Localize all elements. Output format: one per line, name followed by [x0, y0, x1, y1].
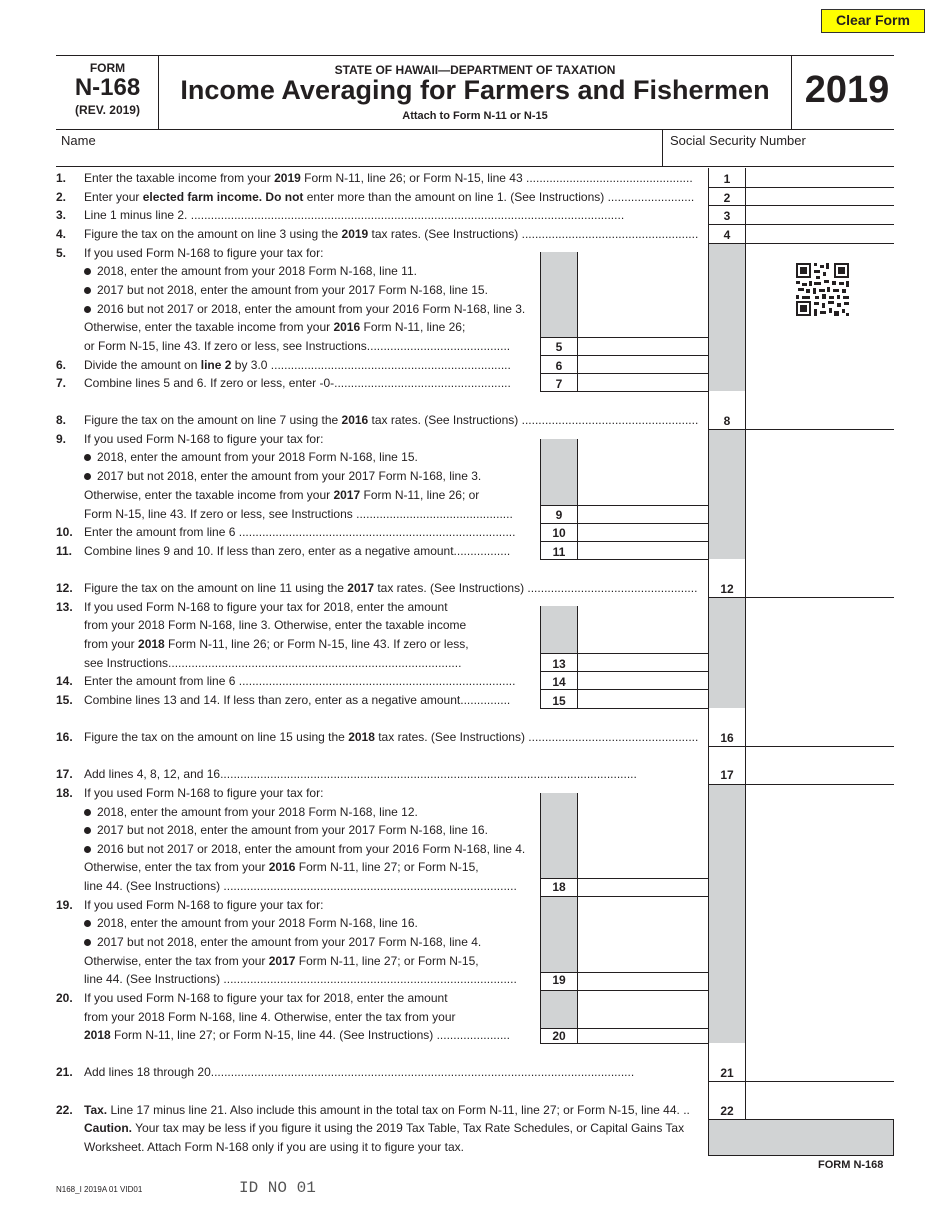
line-number: 13.	[56, 600, 73, 614]
name-row-rule	[56, 166, 894, 167]
caution-box-right	[893, 1119, 894, 1155]
rule-before-13	[540, 653, 708, 654]
line-text: from your 2018 Form N-11, line 26; or Form N-15, line 43. If zero or less,	[84, 637, 469, 651]
line-1-amount-input[interactable]	[748, 171, 890, 187]
line-number: 8.	[56, 413, 67, 427]
bullet-icon	[84, 827, 91, 834]
shade-col-18	[540, 793, 577, 878]
line-text: 2017 but not 2018, enter the amount from your 2017 Form N-168, line 3.	[84, 469, 534, 483]
mid-left-rule-18-20	[540, 793, 541, 1043]
line-box-number: 4	[723, 228, 731, 242]
line-text: 2018 Form N-11, line 27; or Form N-15, line 44. (See Instructions) ......................	[84, 1028, 510, 1042]
line-text: Form N-15, line 43. If zero or less, see Instructions ...............................................	[84, 507, 513, 521]
line-8-amount-input[interactable]	[748, 413, 890, 429]
header-top-rule	[56, 55, 894, 56]
line-box-number: 8	[723, 414, 731, 428]
footer-code: N168_I 2019A 01 VID01	[56, 1185, 143, 1194]
line-text: Otherwise, enter the tax from your 2016 Form N-11, line 27; or Form N-15,	[84, 860, 479, 874]
name-label: Name	[61, 133, 96, 148]
line-text: Enter the amount from line 6 ...................................................................................	[84, 674, 516, 688]
line-text: Line 1 minus line 2. ..................................................................................................................................	[84, 208, 625, 222]
footer-form-label: FORM N-168	[818, 1159, 884, 1171]
line-text: 2017 but not 2018, enter the amount from your 2017 Form N-168, line 15.	[84, 283, 534, 297]
line-text: or Form N-15, line 43. If zero or less, see Instructions...........................................	[84, 339, 511, 353]
line-box-number: 3	[723, 209, 731, 223]
shade-col-20	[540, 990, 577, 1028]
line-number: 15.	[56, 693, 73, 707]
shade-col-5	[540, 252, 577, 337]
header-bottom-rule	[56, 129, 894, 130]
line-text: Otherwise, enter the taxable income from your 2017 Form N-11, line 26; or	[84, 488, 480, 502]
line-text: If you used Form N-168 to figure your tax for:	[84, 786, 324, 800]
line-box-number: 5	[555, 340, 563, 354]
line-text: 2018, enter the amount from your 2018 Form N-168, line 12.	[84, 805, 534, 819]
rule-after-22	[708, 1119, 894, 1120]
line-text: Figure the tax on the amount on line 7 using the 2016 tax rates. (See Instructions) .....................................................	[84, 413, 698, 427]
rule-after-5	[540, 355, 708, 356]
line-7-amount-input[interactable]	[580, 376, 705, 392]
line-14-amount-input[interactable]	[580, 674, 705, 690]
line-text: 2017 but not 2018, enter the amount from your 2017 Form N-168, line 4.	[84, 935, 534, 949]
line-16-amount-input[interactable]	[748, 730, 890, 746]
ssn-divider	[662, 129, 663, 166]
tax-year: 2019	[804, 69, 890, 111]
form-word: FORM	[89, 61, 126, 75]
line-number: 2.	[56, 190, 67, 204]
line-box-number: 15	[552, 694, 566, 708]
line-text: from your 2018 Form N-168, line 4. Otherwise, enter the tax from your	[84, 1010, 456, 1024]
line-box-number: 16	[720, 731, 734, 745]
line-text: 2016 but not 2017 or 2018, enter the amount from your 2016 Form N-168, line 4.	[84, 842, 534, 856]
line-text: Add lines 18 through 20...............................................................................................................................	[84, 1065, 635, 1079]
ssn-label: Social Security Number	[670, 133, 806, 148]
line-text: Figure the tax on the amount on line 11 using the 2017 tax rates. (See Instructions) ...................................................	[84, 581, 698, 595]
line-19-amount-input[interactable]	[580, 972, 705, 988]
line-box-number: 1	[723, 172, 731, 186]
ssn-input[interactable]	[670, 150, 890, 165]
line-text: Enter the amount from line 6 ...................................................................................	[84, 525, 516, 539]
line-box-number: 22	[720, 1104, 734, 1118]
line-13-amount-input[interactable]	[580, 656, 705, 672]
line-11-amount-input[interactable]	[580, 544, 705, 560]
shade-right-18-20	[708, 784, 745, 1043]
bullet-icon	[84, 454, 91, 461]
name-input[interactable]	[62, 150, 658, 165]
line-6-amount-input[interactable]	[580, 358, 705, 374]
shade-right-9-11	[708, 429, 745, 559]
line-box-number: 21	[720, 1066, 734, 1080]
line-10-amount-input[interactable]	[580, 525, 705, 541]
line-3-amount-input[interactable]	[748, 208, 890, 224]
line-number: 7.	[56, 376, 67, 390]
bullet-icon	[84, 306, 91, 313]
right-boxnum-left-rule	[708, 168, 709, 1155]
line-text: 2018, enter the amount from your 2018 Form N-168, line 11.	[84, 264, 534, 278]
line-text: Combine lines 5 and 6. If zero or less, enter -0-.....................................................	[84, 376, 511, 390]
line-number: 10.	[56, 525, 73, 539]
shade-caution-box	[708, 1119, 894, 1155]
line-text: Worksheet. Attach Form N-168 only if you are using it to figure your tax.	[84, 1140, 464, 1154]
rule-after-4	[708, 243, 894, 244]
line-text: Figure the tax on the amount on line 15 using the 2018 tax rates. (See Instructions) ...................................................	[84, 730, 698, 744]
line-text: 2018, enter the amount from your 2018 Form N-168, line 15.	[84, 450, 534, 464]
bullet-icon	[84, 809, 91, 816]
line-text: 2017 but not 2018, enter the amount from your 2017 Form N-168, line 16.	[84, 823, 534, 837]
line-text: If you used Form N-168 to figure your tax for 2018, enter the amount	[84, 600, 448, 614]
line-box-number: 2	[723, 191, 731, 205]
line-text: Add lines 4, 8, 12, and 16.............................................................................................................................	[84, 767, 637, 781]
line-text: Combine lines 13 and 14. If less than zero, enter as a negative amount...............	[84, 693, 511, 707]
line-text: see Instructions........................................................................................	[84, 656, 462, 670]
rule-after-10	[540, 541, 708, 542]
line-number: 9.	[56, 432, 67, 446]
bullet-icon	[84, 268, 91, 275]
line-number: 12.	[56, 581, 73, 595]
line-box-number: 10	[552, 526, 566, 540]
bullet-icon	[84, 287, 91, 294]
line-text: 2018, enter the amount from your 2018 Form N-168, line 16.	[84, 916, 534, 930]
line-number: 6.	[56, 358, 67, 372]
form-number: N-168	[74, 74, 141, 101]
rule-after-16	[708, 746, 894, 747]
rule-after-3	[708, 224, 894, 225]
line-box-number: 6	[555, 359, 563, 373]
line-number: 17.	[56, 767, 73, 781]
shade-col-13	[540, 606, 577, 653]
line-number: 14.	[56, 674, 73, 688]
rule-after-19	[540, 990, 708, 991]
line-box-number: 17	[720, 768, 734, 782]
line-box-number: 19	[552, 973, 566, 987]
footer-id-number: ID NO 01	[239, 1179, 316, 1197]
line-number: 21.	[56, 1065, 73, 1079]
line-text: If you used Form N-168 to figure your tax for:	[84, 432, 324, 446]
line-number: 5.	[56, 246, 67, 260]
shade-col-9	[540, 439, 577, 505]
bullet-icon	[84, 846, 91, 853]
line-text: from your 2018 Form N-168, line 3. Otherwise, enter the taxable income	[84, 618, 467, 632]
line-text: line 44. (See Instructions) ........................................................................................	[84, 972, 517, 986]
line-15-amount-input[interactable]	[580, 693, 705, 709]
right-boxnum-right-rule	[745, 168, 746, 1119]
line-text: 2016 but not 2017 or 2018, enter the amount from your 2016 Form N-168, line 3.	[84, 302, 534, 316]
line-number: 19.	[56, 898, 73, 912]
rule-before-9	[540, 505, 708, 506]
line-text: Combine lines 9 and 10. If less than zero, enter as a negative amount.................	[84, 544, 511, 558]
line-number: 11.	[56, 544, 73, 558]
line-22-amount-input[interactable]	[748, 1103, 890, 1119]
line-text: If you used Form N-168 to figure your tax for 2018, enter the amount	[84, 991, 448, 1005]
bullet-icon	[84, 920, 91, 927]
line-number: 22.	[56, 1103, 73, 1117]
line-text: line 44. (See Instructions) ........................................................................................	[84, 879, 517, 893]
line-21-amount-input[interactable]	[748, 1065, 890, 1081]
line-number: 16.	[56, 730, 73, 744]
rule-after-1	[708, 187, 894, 188]
line-number: 3.	[56, 208, 67, 222]
line-2-amount-input[interactable]	[748, 190, 890, 206]
rule-before-5	[540, 337, 708, 338]
line-box-number: 11	[552, 545, 566, 559]
qr-code-icon	[796, 263, 849, 316]
line-text: Tax. Line 17 minus line 21. Also include this amount in the total tax on Form N-11, line 27; or Form N-15, line 44. ..	[84, 1103, 690, 1117]
bullet-icon	[84, 473, 91, 480]
line-box-number: 12	[720, 582, 734, 596]
rule-after-18	[540, 896, 708, 897]
attach-note: Attach to Form N-11 or N-15	[402, 110, 548, 122]
line-box-number: 20	[552, 1029, 566, 1043]
rule-after-9	[540, 523, 708, 524]
line-number: 18.	[56, 786, 73, 800]
line-4-amount-input[interactable]	[748, 227, 890, 243]
line-number: 4.	[56, 227, 67, 241]
line-box-number: 7	[555, 377, 563, 391]
shade-right-5-7	[708, 243, 745, 391]
form-revision: (REV. 2019)	[75, 103, 140, 117]
rule-after-17	[708, 784, 894, 785]
shade-right-13-15	[708, 597, 745, 708]
line-box-number: 18	[552, 880, 566, 894]
line-text: Enter the taxable income from your 2019 Form N-11, line 26; or Form N-15, line 43 ..................................................	[84, 171, 693, 185]
agency-name: STATE OF HAWAII—DEPARTMENT OF TAXATION	[334, 63, 616, 77]
line-number: 1.	[56, 171, 67, 185]
line-text: Caution. Your tax may be less if you figure it using the 2019 Tax Table, Tax Rate Schedules, or Capital Gains Tax	[84, 1121, 685, 1135]
line-20-amount-input[interactable]	[580, 1028, 705, 1044]
shade-col-19	[540, 896, 577, 972]
line-text: If you used Form N-168 to figure your tax for:	[84, 246, 324, 260]
clear-form-button[interactable]: Clear Form	[821, 9, 925, 33]
line-9-amount-input[interactable]	[580, 507, 705, 523]
caution-box-bottom	[708, 1155, 894, 1156]
line-number: 20.	[56, 991, 73, 1005]
form-title: Income Averaging for Farmers and Fishermen	[180, 75, 770, 105]
line-text: Divide the amount on line 2 by 3.0 ........................................................................	[84, 358, 511, 372]
line-box-number: 14	[552, 675, 566, 689]
line-5-amount-input[interactable]	[580, 339, 705, 355]
line-text: Enter your elected farm income. Do not enter more than the amount on line 1. (See Instructions) ..........................	[84, 190, 695, 204]
line-12-amount-input[interactable]	[748, 581, 890, 597]
rule-after-12	[708, 597, 894, 598]
bullet-icon	[84, 939, 91, 946]
line-text: Figure the tax on the amount on line 3 using the 2019 tax rates. (See Instructions) .....................................................	[84, 227, 698, 241]
line-18-amount-input[interactable]	[580, 879, 705, 895]
line-17-amount-input[interactable]	[748, 767, 890, 783]
line-text: Otherwise, enter the taxable income from your 2016 Form N-11, line 26;	[84, 320, 466, 334]
line-text: If you used Form N-168 to figure your tax for:	[84, 898, 324, 912]
line-box-number: 9	[555, 508, 563, 522]
mid-right-rule-18-20	[577, 793, 578, 1043]
rule-after-21	[708, 1081, 894, 1082]
line-text: Otherwise, enter the tax from your 2017 Form N-11, line 27; or Form N-15,	[84, 954, 479, 968]
line-box-number: 13	[552, 657, 566, 671]
rule-after-8	[708, 429, 894, 430]
